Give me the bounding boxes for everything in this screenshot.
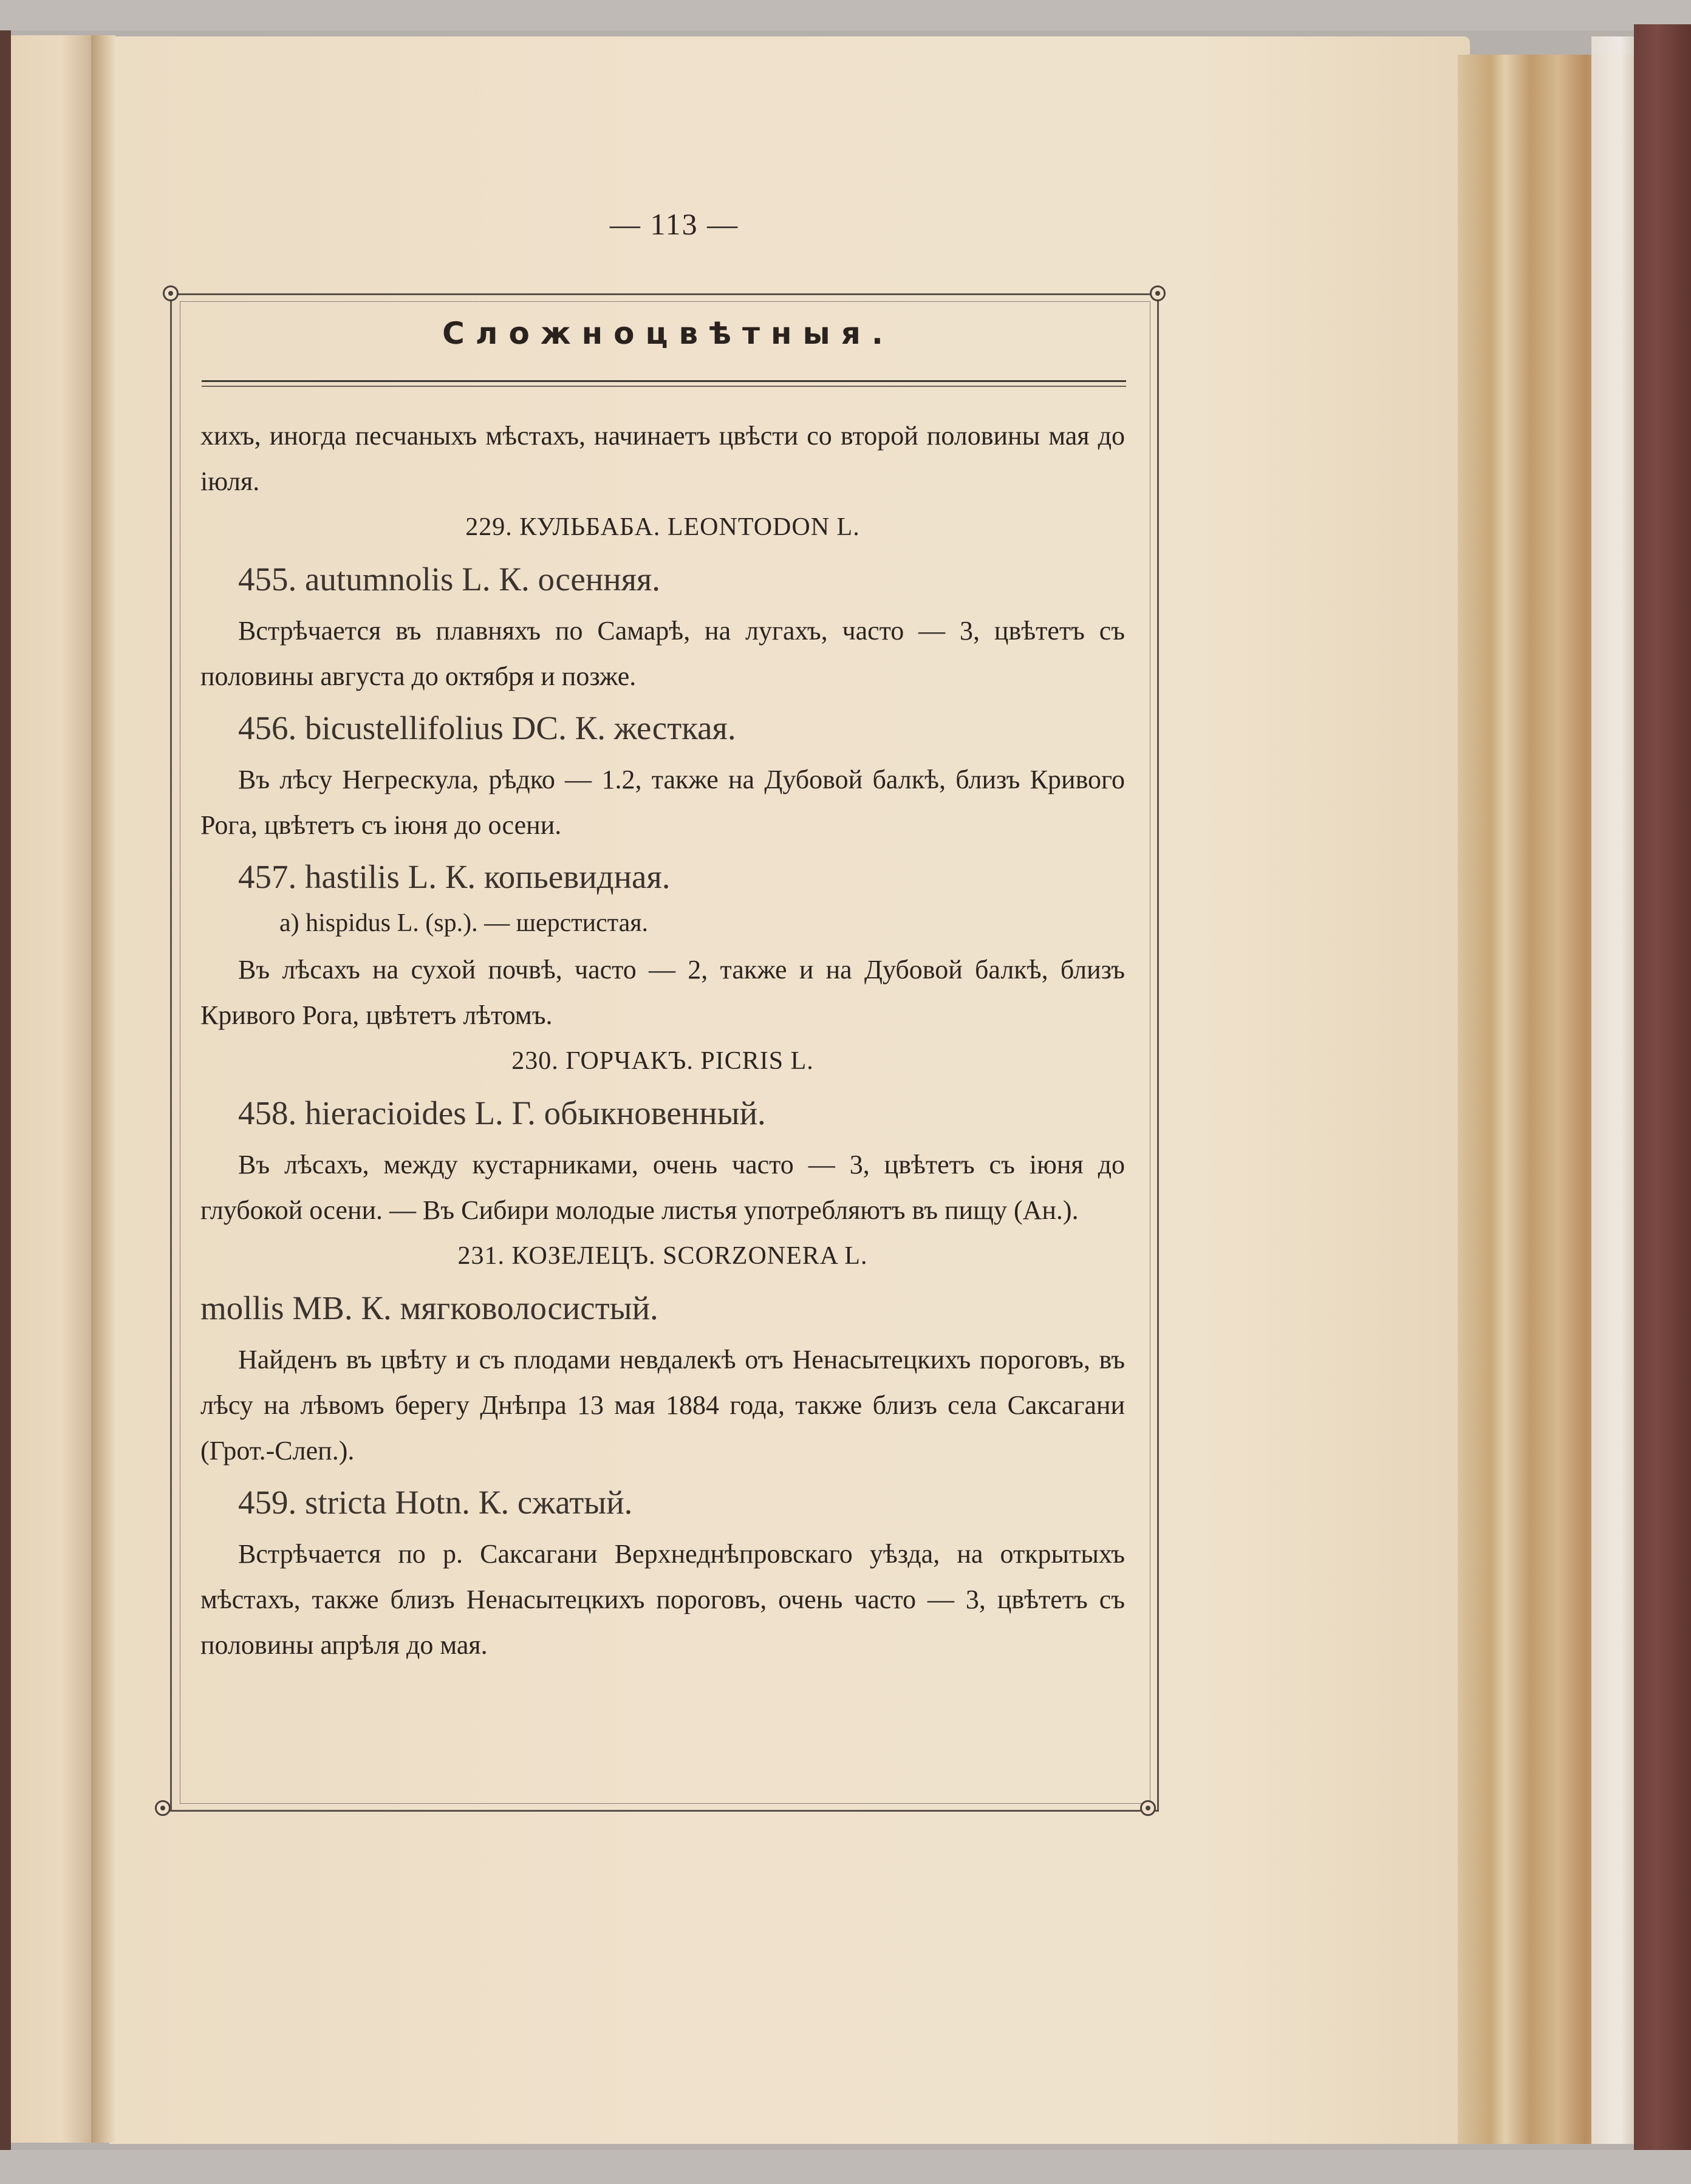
heading-rule-thin	[202, 386, 1126, 387]
page-number: — 113 —	[609, 207, 739, 241]
species-description: Въ лѣсахъ на сухой почвѣ, часто — 2, также и на Дубовой балкѣ, близъ Кривого Рога, цвѣтетъ лѣтомъ.	[200, 955, 1125, 1030]
species-description: Найденъ въ цвѣту и съ плодами невдалекѣ отъ Ненасытецкихъ пороговъ, въ лѣсу на лѣвомъ берегу Днѣпра 13 мая 1884 года, также близъ села Саксагани (Грот.-Слеп.).	[200, 1345, 1125, 1466]
species-description: Встрѣчается въ плавняхъ по Самарѣ, на лугахъ, часто — 3, цвѣтетъ съ половины августа до октября и позже.	[200, 616, 1125, 691]
heading-rule	[202, 380, 1126, 382]
book-cover-right	[1634, 24, 1691, 2150]
species-entry: 456. bicustellifolius DC. К. жесткая.	[238, 709, 736, 746]
section-heading: Сложноцвѣтныя.	[442, 316, 894, 351]
species-entry: 455. autumnolis L. К. осенняя.	[238, 561, 661, 598]
book-gutter	[91, 35, 115, 2143]
book-cover-left	[0, 30, 11, 2150]
species-entry: 458. hieracioides L. Г. обыкновенный.	[238, 1094, 766, 1131]
genus-heading: 231. КОЗЕЛЕЦЪ. SCORZONERA L.	[457, 1242, 868, 1270]
species-description: Въ лѣсахъ, между кустарниками, очень часто — 3, цвѣтетъ съ іюня до глубокой осени. — Въ Сибири молодые листья употребляютъ въ пищу (Ан.).	[200, 1150, 1125, 1225]
frame-corner-ornament-br	[1140, 1800, 1156, 1816]
genus-heading: 230. ГОРЧАКЪ. PICRIS L.	[511, 1047, 814, 1075]
page-body	[200, 413, 1125, 1668]
species-entry: 459. stricta Hotn. К. сжатый.	[238, 1484, 633, 1521]
frame-corner-ornament-tr	[1150, 285, 1166, 301]
species-description: Встрѣчается по р. Саксагани Верхнеднѣпровскаго уѣзда, на открытыхъ мѣстахъ, также близъ Ненасытецкихъ пороговъ, очень часто — 3, цвѣтетъ съ половины апрѣля до мая.	[200, 1539, 1125, 1660]
left-page-edge	[11, 35, 96, 2143]
scan-border-top	[0, 0, 1691, 30]
frame-corner-ornament-bl	[155, 1800, 171, 1816]
frame-corner-ornament-tl	[163, 285, 179, 301]
paragraph-continuation: хихъ, иногда песчаныхъ мѣстахъ, начинаетъ цвѣсти со второй половины мая до іюля.	[200, 421, 1125, 496]
species-entry: mollis MB. К. мягковолосистый.	[200, 1289, 658, 1326]
variety-entry: а) hispidus L. (sp.). — шерстистая.	[279, 909, 649, 937]
genus-heading: 229. КУЛЬБАБА. LEONTODON L.	[465, 513, 860, 541]
species-description: Въ лѣсу Негрескула, рѣдко — 1.2, также на Дубовой балкѣ, близъ Кривого Рога, цвѣтетъ съ іюня до осени.	[200, 765, 1125, 840]
scan-border-bottom	[0, 2150, 1691, 2184]
species-entry: 457. hastilis L. К. копьевидная.	[238, 858, 671, 895]
page-edge-highlight	[1591, 36, 1640, 2144]
